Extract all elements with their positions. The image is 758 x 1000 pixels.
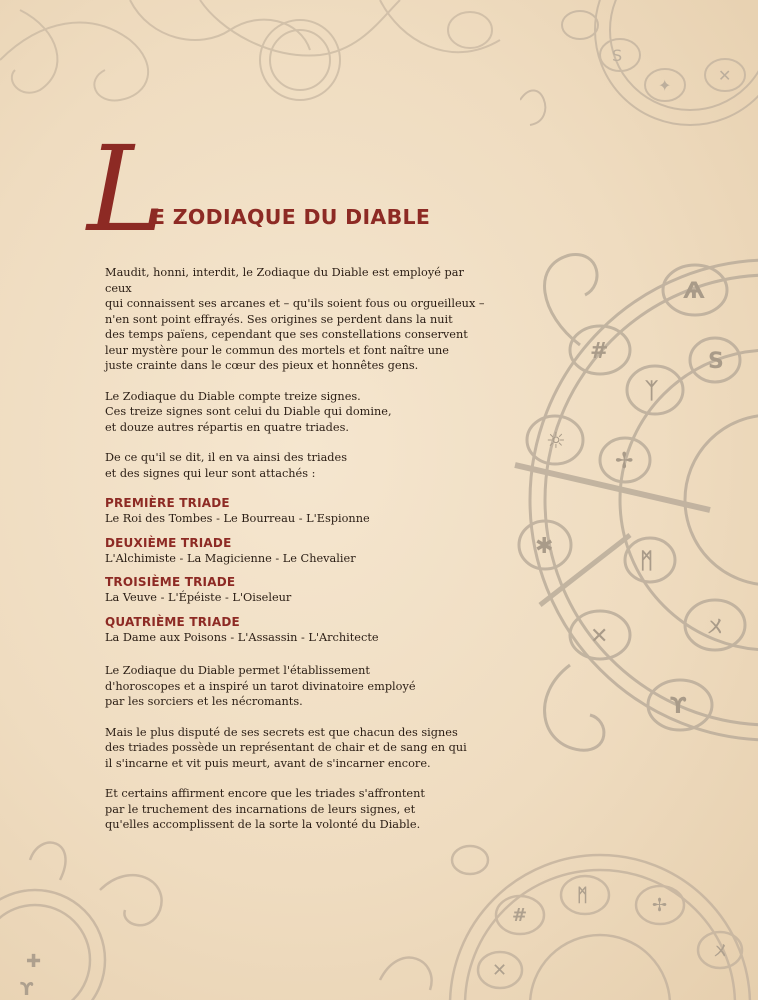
- title-drop-cap: L: [87, 120, 166, 258]
- triad-2: [105, 536, 485, 567]
- triad-title: PREMIÈRE TRIADE: [105, 496, 230, 510]
- triad-members: La Veuve - L'Épéiste - L'Oiseleur: [105, 591, 292, 604]
- svg-text:ϒ: ϒ: [20, 979, 34, 1000]
- chapter-title: [87, 120, 485, 265]
- zodiac-wheel-ornament: [480, 215, 758, 785]
- intro-paragraph-1: Maudit, honni, interdit, le Zodiaque du Diable est employé par ceux qui connaissent ses arcanes et – qu'ils soient fous ou orgueilleux – n'en sont point effrayés. Ses origines se perdent dans la nuit des temps païens, cependant que ses constellations conservent leur mystère pour le commun des mortels et font naître une juste crainte dans le cœur des pieux et honnêtes gens.: [105, 266, 485, 372]
- svg-text:#: #: [512, 905, 528, 926]
- triad-1: [105, 496, 485, 527]
- svg-text:ㄨ: ㄨ: [705, 614, 728, 639]
- svg-text:✢: ✢: [652, 895, 668, 916]
- svg-text:ᛗ: ᛗ: [577, 885, 588, 906]
- svg-text:S: S: [612, 46, 623, 65]
- triad-title: DEUXIÈME TRIADE: [105, 535, 232, 550]
- svg-text:✕: ✕: [492, 960, 508, 981]
- svg-text:✢: ✢: [615, 449, 634, 474]
- svg-text:☼: ☼: [546, 429, 566, 454]
- title-text: E ZODIAQUE DU DIABLE: [151, 205, 431, 229]
- top-right-ornament: [520, 0, 758, 130]
- top-left-ornament: [0, 0, 520, 140]
- triad-members: L'Alchimiste - La Magicienne - Le Chevalier: [105, 551, 356, 565]
- triad-members: Le Roi des Tombes - Le Bourreau - L'Espionne: [105, 512, 370, 525]
- triad-title: QUATRIÈME TRIADE: [105, 614, 240, 629]
- triad-title: TROISIÈME TRIADE: [105, 575, 236, 589]
- svg-text:S: S: [708, 349, 724, 374]
- svg-text:✱: ✱: [535, 534, 554, 559]
- intro-paragraph-3: De ce qu'il se dit, il en va ainsi des triades et des signes qui leur sont attachés :: [105, 451, 348, 480]
- svg-text:✕: ✕: [718, 66, 732, 85]
- svg-text:Ѧ: Ѧ: [683, 279, 705, 304]
- triad-4: [105, 615, 485, 646]
- intro-paragraph-2: Le Zodiaque du Diable compte treize signes. Ces treize signes sont celui du Diable qui domine, et douze autres répartis en quatre triades.: [105, 389, 392, 434]
- closing-paragraph-1: Le Zodiaque du Diable permet l'établissement d'horoscopes et a inspiré un tarot divinatoire employé par les sorciers et les nécromants.: [105, 664, 416, 708]
- closing-paragraph-2: Mais le plus disputé de ses secrets est que chacun des signes des triades possède un représentant de chair et de sang en qui il s'incarne et vit puis meurt, avant de s'incarner encore.: [105, 725, 467, 770]
- triad-members: La Dame aux Poisons - L'Assassin - L'Architecte: [105, 630, 379, 644]
- triad-3: [105, 575, 485, 606]
- svg-text:ϒ: ϒ: [670, 694, 687, 719]
- closing-paragraph-3: Et certains affirment encore que les triades s'affrontent par le truchement des incarnations de leurs signes, et qu'elles accomplissent de la sorte la volonté du Diable.: [105, 787, 425, 831]
- svg-text:✕: ✕: [590, 624, 609, 649]
- svg-text:#: #: [590, 339, 609, 364]
- svg-text:ㄨ: ㄨ: [712, 940, 730, 961]
- svg-text:✚: ✚: [26, 951, 42, 972]
- main-content: [87, 120, 485, 848]
- svg-text:ᛉ: ᛉ: [645, 379, 659, 404]
- svg-text:✦: ✦: [658, 76, 672, 95]
- svg-text:ᛗ: ᛗ: [640, 549, 654, 574]
